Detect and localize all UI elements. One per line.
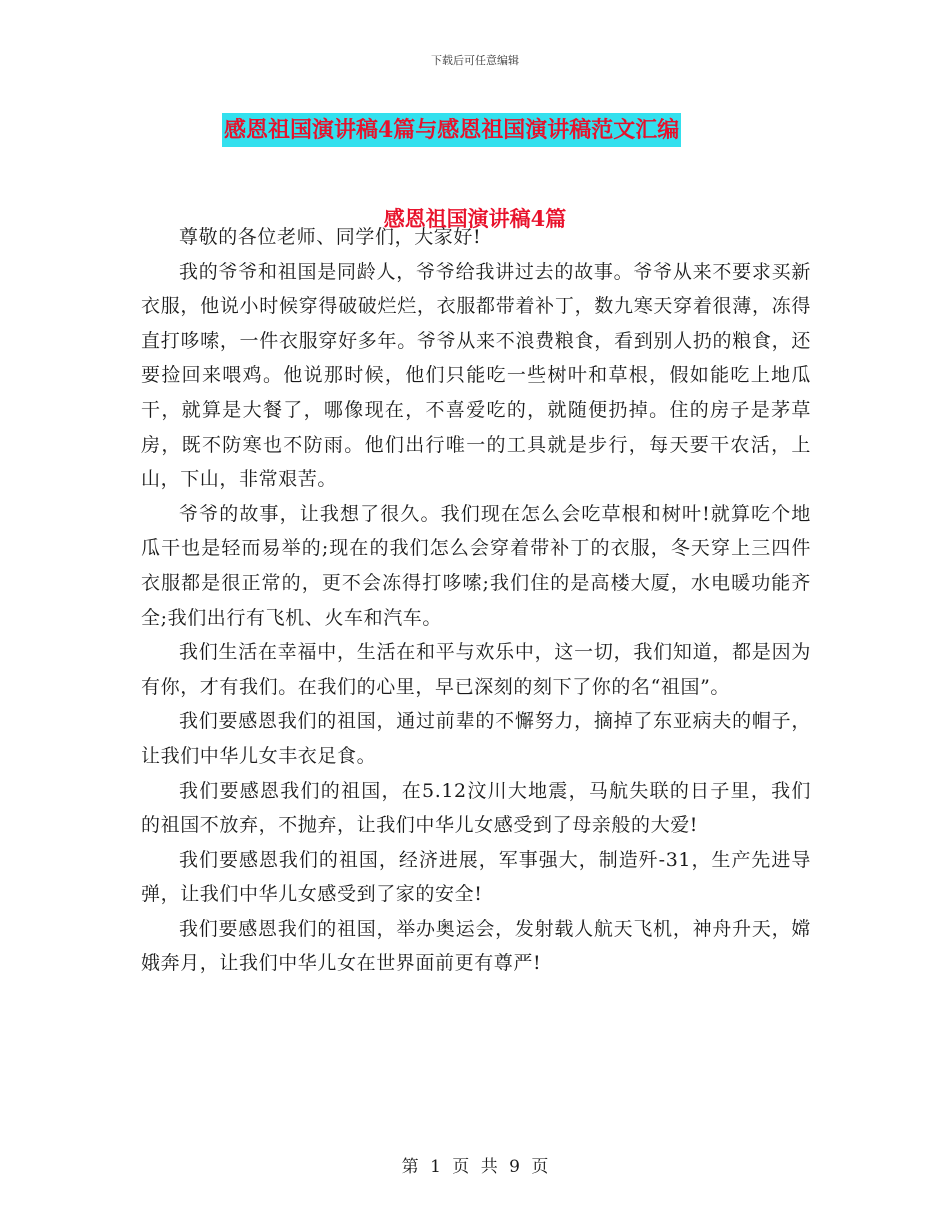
paragraph: 我们生活在幸福中，生活在和平与欢乐中，这一切，我们知道，都是因为有你，才有我们。在我们的心里，早已深刻的刻下了你的名“祖国”。 [141,641,811,698]
paragraph: 我们要感恩我们的祖国，举办奥运会，发射载人航天飞机，神舟升天，嫦娥奔月，让我们中华儿女在世界面前更有尊严! [141,917,811,975]
header-note: 下载后可任意编辑 [431,54,519,67]
paragraph: 我们要感恩我们的祖国，经济进展，军事强大，制造歼-31，生产先进导弹，让我们中华儿女感受到了家的安全! [141,848,811,906]
paragraph: 我们要感恩我们的祖国，在5.12汶川大地震，马航失联的日子里，我们的祖国不放弃，不抛弃，让我们中华儿女感受到了母亲般的大爱! [141,779,811,837]
speech-body [141,220,811,981]
paragraph: 我们要感恩我们的祖国，通过前辈的不懈努力，摘掉了东亚病夫的帽子，让我们中华儿女丰衣足食。 [141,710,811,767]
page-number-footer: 第 1 页 共 9 页 [401,1157,549,1177]
paragraph: 我的爷爷和祖国是同龄人，爷爷给我讲过去的故事。爷爷从来不要求买新衣服，他说小时候穿得破破烂烂，衣服都带着补丁，数九寒天穿着很薄，冻得直打哆嗦，一件衣服穿好多年。爷爷从来不浪费粮食，看到别人扔的粮食，还要捡回来喂鸡。他说那时候，他们只能吃一些树叶和草根，假如能吃上地瓜干，就算是大餐了，哪像现在，不喜爱吃的，就随便扔掉。住的房子是茅草房，既不防寒也不防雨。他们出行唯一的工具就是步行，每天要干农活，上山，下山，非常艰苦。 [141,260,811,491]
section-title: 感恩祖国演讲稿4篇 [383,206,567,231]
paragraph: 爷爷的故事，让我想了很久。我们现在怎么会吃草根和树叶!就算吃个地瓜干也是轻而易举的;现在的我们怎么会穿着带补丁的衣服，冬天穿上三四件衣服都是很正常的，更不会冻得打哆嗦;我们住的是高楼大厦，水电暖功能齐全;我们出行有飞机、火车和汽车。 [141,502,811,629]
paragraph-greeting: 尊敬的各位老师、同学们，大家好! [179,226,482,248]
document-title: 感恩祖国演讲稿4篇与感恩祖国演讲稿范文汇编 [222,113,681,147]
